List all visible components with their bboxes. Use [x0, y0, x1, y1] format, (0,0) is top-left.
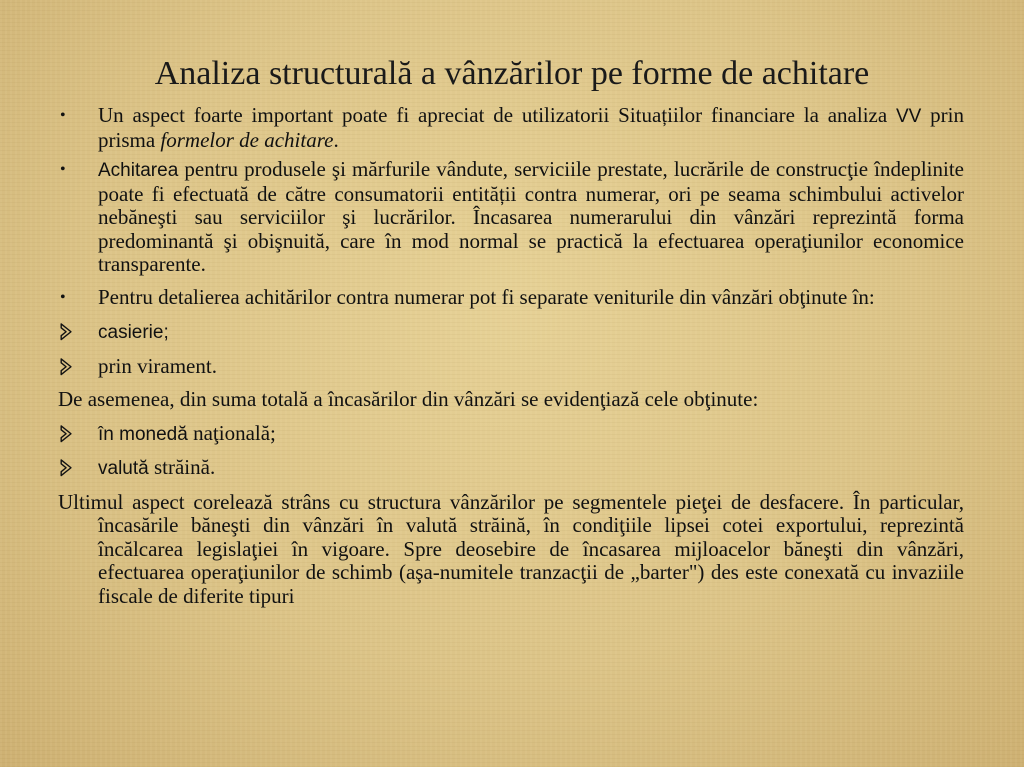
item-virament: prin virament.	[98, 353, 217, 378]
p2-lead: Achitarea	[98, 160, 179, 181]
arrow-item-virament	[58, 355, 964, 379]
p1-vv: VV	[896, 106, 922, 127]
arrow-bullet-icon	[58, 456, 82, 480]
slide-body	[58, 104, 964, 608]
slide-title: Analiza structurală a vânzărilor pe forme de achitare	[154, 55, 870, 92]
p1-emphasis: formelor de achitare	[160, 127, 334, 152]
bullet-dot-icon: •	[60, 288, 66, 306]
item-nationala: naţională;	[193, 420, 276, 445]
arrow-item-moneda	[58, 422, 964, 447]
item-casierie: casierie;	[98, 322, 169, 343]
item-straina: străină.	[153, 455, 216, 479]
p3-text: Pentru detalierea achitărilor contra numerar pot fi separate veniturile din vânzări obţinute în:	[98, 284, 875, 309]
arrow-item-valuta	[58, 456, 964, 481]
bullet-paragraph-3	[58, 286, 964, 310]
p1-text: Un aspect foarte important poate fi apreciat de utilizatorii Situațiilor financiare la analiza	[98, 103, 896, 127]
p1-end: .	[333, 127, 339, 152]
bullet-paragraph-1	[58, 104, 964, 152]
item-valuta: valută	[98, 458, 154, 479]
arrow-bullet-icon	[58, 355, 82, 379]
arrow-bullet-icon	[58, 320, 82, 344]
arrow-item-casierie	[58, 320, 964, 345]
bullet-dot-icon: •	[60, 161, 66, 178]
arrow-bullet-icon	[58, 422, 82, 446]
item-moneda: în monedă	[98, 423, 194, 445]
bullet-dot-icon: •	[60, 107, 66, 124]
p5-text: Ultimul aspect corelează strâns cu structura vânzărilor pe segmentele pieţei de desfacere. În particular, încasările băneşti din vânzări în valută străină, în condiţiile lipsei cotei exportului, reprezintă încălcarea legislaţiei în vigoare. Spre deosebire de încasarea mijloacelor băneşti din vânzări, efectuarea operaţiunilor de schimb (aşa-numitele tranzacţii de „barter") des este conexată cu invaziile fiscale de diferite tipuri	[58, 489, 964, 608]
p1-text-b: prin prisma	[98, 103, 965, 152]
p4-text: De asemenea, din suma totală a încasărilor din vânzări se evidenţiază cele obţinute:	[58, 387, 759, 411]
bullet-paragraph-2	[58, 158, 964, 277]
p2-text: pentru produsele şi mărfurile vândute, serviciile prestate, lucrările de construcţie îndeplinite poate fi efectuată de către consumatorii entității contra numerar, ori pe seama schimbului activelor nebăneşti sau serviciilor şi lucrărilor. Încasarea numerarului din vânzări reprezintă forma predominantă şi obişnuită, care în mod normal se practică la efectuarea operaţiunilor economice transparente.	[98, 157, 964, 276]
paragraph-de-asemenea	[58, 388, 964, 412]
paragraph-ultimul	[58, 491, 964, 609]
